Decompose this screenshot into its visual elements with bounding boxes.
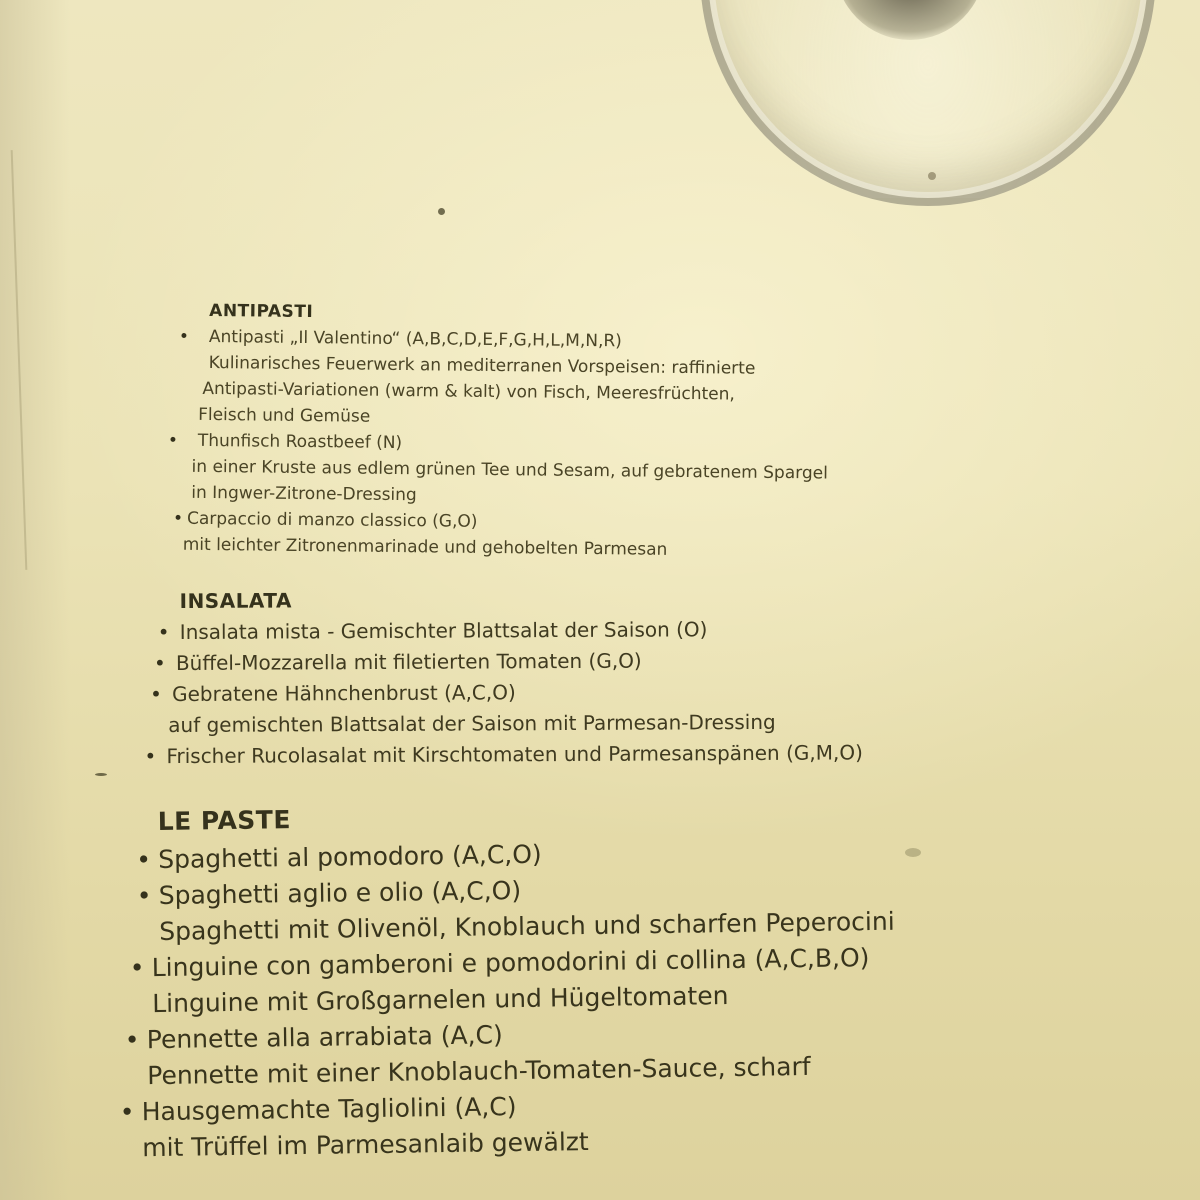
- bullet-icon: •: [136, 881, 152, 911]
- menu-item: [150, 675, 863, 741]
- bullet-icon: •: [172, 508, 184, 529]
- section-le-paste: [119, 794, 897, 1166]
- section-antipasti: [167, 298, 830, 564]
- section-heading: ANTIPASTI: [209, 301, 314, 323]
- section-insalata: [144, 582, 863, 772]
- item-name: Frischer Rucolasalat mit Kirschtomaten und Parmesanspänen (G,M,O): [166, 740, 863, 769]
- menu-item: [157, 613, 863, 648]
- menu-item: [124, 1012, 897, 1094]
- bullet-icon: •: [178, 326, 190, 347]
- section-heading: LE PASTE: [157, 805, 292, 837]
- bullet-icon: •: [157, 620, 170, 645]
- item-name: Gebratene Hähnchenbrust (A,C,O): [172, 680, 516, 707]
- bullet-icon: •: [153, 651, 166, 676]
- item-description: Pennette mit einer Knoblauch-Tomaten-Sauce, scharf: [147, 1051, 811, 1091]
- bullet-icon: •: [124, 1025, 140, 1055]
- bullet-icon: •: [129, 953, 145, 983]
- item-name: Thunfisch Roastbeef (N): [197, 430, 403, 454]
- bullet-icon: •: [136, 845, 152, 875]
- item-name: Spaghetti al pomodoro (A,C,O): [158, 839, 542, 875]
- item-description: in einer Kruste aus edlem grünen Tee und Sesam, auf gebratenem Spargel: [191, 456, 828, 484]
- item-name: Carpaccio di manzo classico (G,O): [186, 508, 478, 532]
- item-name: Insalata mista - Gemischter Blattsalat der Saison (O): [179, 617, 708, 645]
- item-description: Linguine mit Großgarnelen und Hügeltomaten: [152, 981, 729, 1019]
- item-name: Büffel-Mozzarella mit filetierten Tomaten (G,O): [175, 648, 642, 676]
- menu-item: [167, 428, 828, 513]
- menu-item: [129, 940, 896, 1022]
- bullet-icon: •: [150, 682, 162, 707]
- menu-item: [153, 644, 863, 679]
- item-description: in Ingwer-Zitrone-Dressing: [191, 482, 417, 506]
- menu-item: [119, 1084, 898, 1167]
- item-name: Antipasti „Il Valentino“ (A,B,C,D,E,F,G,H,L,M,N,R): [208, 327, 622, 352]
- menu-item: [178, 324, 829, 434]
- item-description: Spaghetti mit Olivenöl, Knoblauch und scharfen Peperocini: [159, 906, 895, 947]
- bullet-icon: •: [167, 430, 179, 451]
- item-description: mit Trüffel im Parmesanlaib gewälzt: [142, 1127, 589, 1163]
- item-description: Fleisch und Gemüse: [198, 404, 371, 427]
- menu-item: [144, 737, 863, 772]
- item-name: Spaghetti aglio e olio (A,C,O): [158, 875, 522, 911]
- menu-item: [136, 868, 895, 950]
- bullet-icon: •: [119, 1097, 135, 1127]
- item-description: Kulinarisches Feuerwerk an mediterranen Vorspeisen: raffinierte: [208, 353, 756, 379]
- item-name: Pennette alla arrabiata (A,C): [146, 1020, 503, 1055]
- section-heading: INSALATA: [179, 588, 292, 614]
- bullet-icon: •: [144, 744, 157, 769]
- item-description: Antipasti-Variationen (warm & kalt) von Fisch, Meeresfrüchten,: [202, 378, 735, 405]
- item-name: Linguine con gamberoni e pomodorini di collina (A,C,B,O): [151, 943, 870, 983]
- item-description: auf gemischten Blattsalat der Saison mit Parmesan-Dressing: [168, 709, 776, 738]
- item-description: mit leichter Zitronenmarinade und gehobelten Parmesan: [182, 534, 668, 560]
- menu-item: [172, 506, 828, 565]
- item-name: Hausgemachte Tagliolini (A,C): [141, 1092, 517, 1127]
